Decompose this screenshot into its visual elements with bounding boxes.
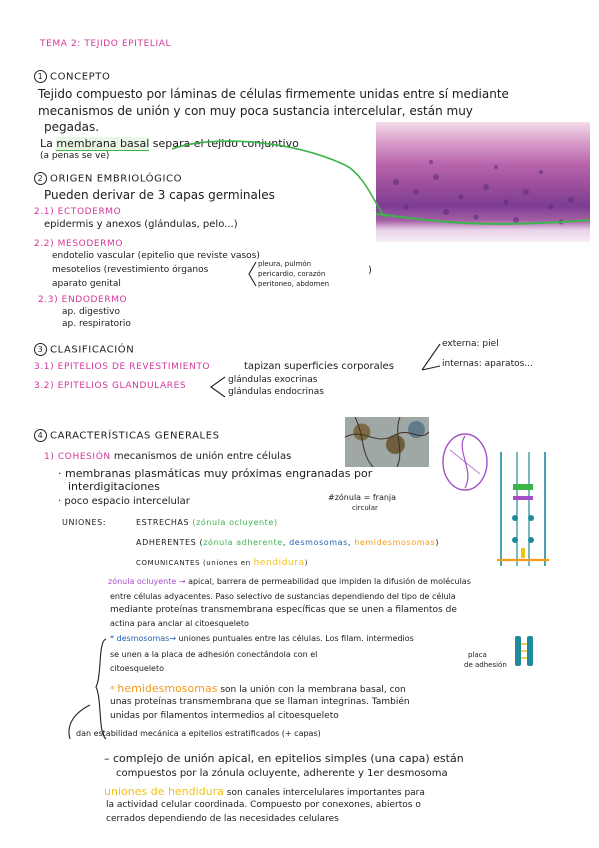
gland-branch-endocrinas: glándulas endocrinas xyxy=(228,387,324,397)
bullet-2-text: poco espacio intercelular xyxy=(64,496,190,507)
estabilidad-line: dan estabilidad mecánica a epitelios estratificados (+ capas) xyxy=(76,729,321,738)
placa-label-1: placa xyxy=(468,651,487,659)
complejo-line-1: – complejo de unión apical, en epitelios simples (una capa) están xyxy=(104,752,464,765)
hendidura-line-3: cerrados dependiendo de las necesidades celulares xyxy=(106,814,339,824)
cell-pair-diagram xyxy=(440,430,490,494)
mesodermo-label: 2.2) MESODERMO xyxy=(34,239,124,249)
cell-photo-texture xyxy=(345,417,429,467)
complejo-text-1: complejo de unión apical, en epitelios simples (una capa) están xyxy=(113,752,464,765)
zonula-note-1: #zónula = franja xyxy=(328,493,397,502)
endodermo-item-2: ap. respiratorio xyxy=(62,319,131,329)
mesodermo-brace xyxy=(246,260,258,288)
cohesion-label: 1) COHESIÓN xyxy=(44,452,111,462)
gland-branch-exocrinas: glándulas exocrinas xyxy=(228,375,318,385)
adherentes-line: ADHERENTES (zónula adherente, desmosomas, hemidesmosomas) xyxy=(136,538,440,547)
zonula-ocl-text-1: apical, barrera de permeabilidad que impiden la difusión de moléculas xyxy=(188,577,471,586)
cohesion-bullet-1-cont: interdigitaciones xyxy=(68,480,160,493)
glandulares-brace xyxy=(205,375,229,399)
cohesion-desc: mecanismos de unión entre células xyxy=(113,451,292,462)
section-number-4: 4 xyxy=(34,429,47,442)
endodermo-label: 2.3) ENDODERMO xyxy=(38,295,128,305)
cohesion-bullet-1: · membranas plasmáticas muy próximas engranadas por xyxy=(58,467,373,480)
comunicantes-label: COMUNICANTES (uniones en xyxy=(136,559,251,567)
zonula-ocl-line-2: entre células adyacentes. Paso selectivo de sustancias dependiendo del tipo de célula xyxy=(110,592,456,601)
concepto-line-3: pegadas. xyxy=(44,120,100,134)
adh-zonula: zónula adherente xyxy=(203,538,283,547)
concepto-line-2: mecanismos de unión y con muy poca sustancia intercelular, están muy xyxy=(38,104,473,118)
estrechas-detail: (zónula ocluyente) xyxy=(192,518,278,527)
page-title: TEMA 2: TEJIDO EPITELIAL xyxy=(40,39,172,49)
hemi-line-2: unas proteínas transmembrana que se llaman integrinas. También xyxy=(110,697,410,707)
ectodermo-item: epidermis y anexos (glándulas, pelo...) xyxy=(44,219,238,230)
placa-label-2: de adhesión xyxy=(464,661,507,669)
histology-texture xyxy=(376,122,590,242)
uniones-label: UNIONES: xyxy=(62,518,107,527)
zonula-ocl-term: zónula ocluyente xyxy=(108,577,177,586)
hemi-term: hemidesmosomas xyxy=(117,682,218,695)
desmo-line-2: se unen a la placa de adhesión conectándola con el xyxy=(110,650,318,659)
cohesion-line xyxy=(44,452,291,462)
concepto-line-1: Tejido compuesto por láminas de células firmemente unidas entre sí mediante xyxy=(38,87,509,101)
section-caracteristicas-heading xyxy=(34,429,220,442)
desmo-term: desmosomas xyxy=(116,634,170,643)
origen-heading-text: ORIGEN EMBRIOLÓGICO xyxy=(50,173,183,185)
basal-rest: separa el tejido conjuntivo xyxy=(152,137,299,150)
complejo-line-2: compuestos por la zónula ocluyente, adherente y 1er desmosoma xyxy=(116,768,448,779)
hemi-text-1: son la unión con la membrana basal, con xyxy=(220,685,406,695)
cohesion-bullet-2: · poco espacio intercelular xyxy=(58,496,190,507)
zonula-note-2: circular xyxy=(352,504,378,512)
concepto-heading-text: CONCEPTO xyxy=(50,71,111,83)
bullet-1-text: membranas plasmáticas muy próximas engranadas por xyxy=(65,467,373,480)
hendidura-line-2: la actividad celular coordinada. Compuesto por conexones, abiertos o xyxy=(106,800,421,810)
zonula-ocl-line-3: mediante proteínas transmembrana específicas que se unen a filamentos de xyxy=(110,605,457,615)
mesotelio-close-paren: ) xyxy=(368,265,372,276)
section-number-1: 1 xyxy=(34,70,47,83)
hendidura-term: uniones de hendidura xyxy=(104,785,224,798)
revest-branch-internas: internas: aparatos... xyxy=(442,359,533,369)
mesotelio-sub-2: pericardio, corazón xyxy=(258,270,326,278)
zonula-ocl-line-4: actina para anclar al citoesqueleto xyxy=(110,619,249,628)
desmosome-icon xyxy=(512,632,536,670)
hemi-line-1: * hemidesmosomas son la unión con la membrana basal, con xyxy=(110,682,406,695)
desmo-line-3: citoesqueleto xyxy=(110,664,164,673)
caracteristicas-heading-text: CARACTERÍSTICAS GENERALES xyxy=(50,430,220,442)
adh-desmosomas: desmosomas xyxy=(289,538,348,547)
cell-junction-photo xyxy=(345,417,429,467)
clasificacion-heading-text: CLASIFICACIÓN xyxy=(50,344,135,356)
com-hendidura: hendidura xyxy=(253,558,305,568)
basal-note: (a penas se ve) xyxy=(40,151,110,161)
comunicantes-line: COMUNICANTES (uniones en hendidura) xyxy=(136,558,309,568)
estrechas-line xyxy=(136,519,278,527)
basal-prefix: La xyxy=(40,137,53,150)
mesodermo-item-2: mesotelios (revestimiento órganos xyxy=(52,265,209,275)
zonula-ocl-line-1: zónula ocluyente → apical, barrera de permeabilidad que impiden la difusión de moléculas xyxy=(108,577,471,586)
mesotelio-sub-1: pleura, pulmón xyxy=(258,260,312,268)
desmo-text-1: uniones puntuales entre las células. Los filam. intermedios xyxy=(178,634,414,643)
hendidura-line-1 xyxy=(104,786,425,798)
section-origen-heading xyxy=(34,172,182,185)
junction-complex-diagram xyxy=(495,448,551,570)
hendidura-text-1: son canales intercelulares importantes para xyxy=(226,788,425,798)
membrana-basal-term: membrana basal xyxy=(56,137,150,150)
section-number-2: 2 xyxy=(34,172,47,185)
desmo-line-1: * desmosomas→ uniones puntuales entre las células. Los filam. intermedios xyxy=(110,634,414,643)
hemi-line-3: unidas por filamentos intermedios al citoesqueleto xyxy=(110,711,339,721)
revestimiento-desc: tapizan superficies corporales xyxy=(244,361,394,372)
revestimiento-label: 3.1) EPITELIOS DE REVESTIMIENTO xyxy=(34,362,211,372)
desmo-hemi-brace xyxy=(62,635,110,743)
endodermo-item-1: ap. digestivo xyxy=(62,307,120,317)
estrechas-label: ESTRECHAS xyxy=(136,518,190,527)
glandulares-label: 3.2) EPITELIOS GLANDULARES xyxy=(34,381,187,391)
epithelium-histology-image xyxy=(376,122,590,242)
adherentes-label: ADHERENTES ( xyxy=(136,538,204,547)
ectodermo-label: 2.1) ECTODERMO xyxy=(34,207,122,217)
section-clasificacion-heading xyxy=(34,343,134,356)
mesodermo-item-1: endotelio vascular (epitelio que reviste vasos) xyxy=(52,251,260,261)
revest-branch-externa: externa: piel xyxy=(442,339,499,349)
mesodermo-item-3: aparato genital xyxy=(52,279,121,289)
adh-hemidesmosomas: hemidesmosomas xyxy=(354,538,436,547)
origen-intro: Pueden derivar de 3 capas germinales xyxy=(44,188,275,202)
section-concepto-heading xyxy=(34,70,110,83)
mesotelio-sub-3: peritoneo, abdomen xyxy=(258,280,330,288)
section-number-3: 3 xyxy=(34,343,47,356)
revestimiento-branch xyxy=(420,340,442,374)
